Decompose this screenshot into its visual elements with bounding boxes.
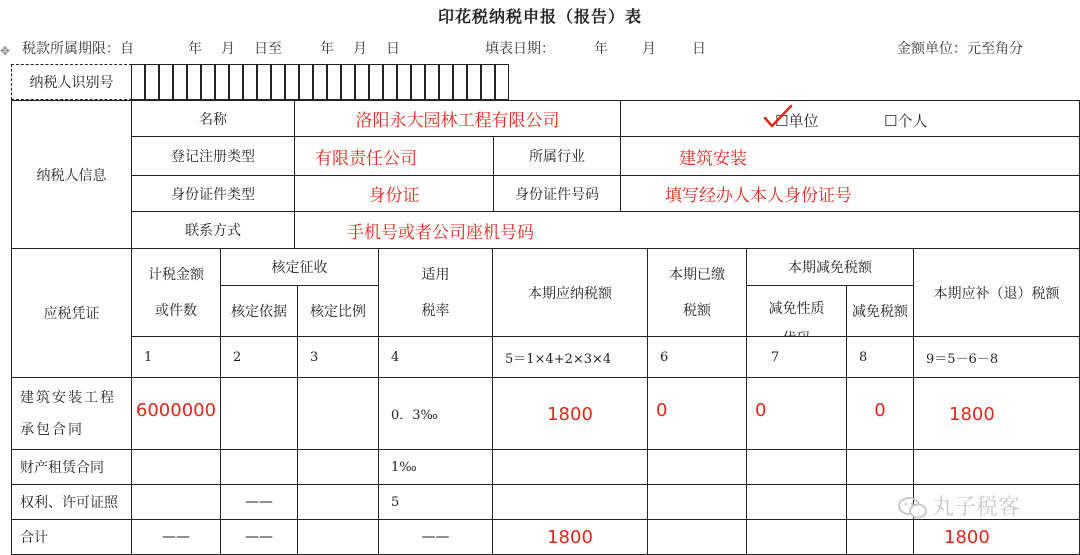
row-rate: 1‰ (378, 449, 493, 485)
taxpayer-id-digit-box[interactable] (215, 64, 229, 100)
id-type-label: 身份证件类型 (131, 175, 295, 212)
fill-date-label: 填表日期： (485, 41, 555, 57)
row-assessed-basis: —— (220, 484, 298, 520)
reg-type-value[interactable]: 有限责任公司 (294, 136, 494, 176)
taxpayer-info-section-label: 纳税人信息 (11, 100, 132, 249)
taxpayer-id-digit-box[interactable] (313, 64, 327, 100)
watermark-text: 丸子税客 (932, 495, 1021, 520)
fill-day: 日 (692, 41, 706, 57)
row-relief-code[interactable] (746, 484, 847, 520)
header-assessed: 核定征收 (220, 248, 379, 286)
table-move-handle-icon[interactable]: ✥ (0, 44, 11, 58)
period-to-day: 日 (386, 41, 400, 57)
taxpayer-id-digit-box[interactable] (131, 64, 145, 100)
taxpayer-id-digit-box[interactable] (159, 64, 173, 100)
row-refund[interactable] (913, 449, 1080, 485)
row-name-line2: 承包合同 (20, 421, 84, 438)
row-relief-amount[interactable] (846, 449, 914, 485)
taxpayer-id-digit-box[interactable] (229, 64, 243, 100)
header-paid-line1: 本期已缴 (669, 266, 725, 283)
row-refund-total[interactable]: 1800 (913, 519, 1080, 555)
period-to-month: 月 (353, 41, 367, 57)
header-relief-amount (846, 285, 914, 337)
header-relief-code (746, 285, 847, 337)
header-payable: 本期应纳税额 (492, 248, 648, 337)
row-tax-base[interactable] (131, 449, 221, 485)
col-number: 3 (297, 336, 379, 378)
header-paid (647, 248, 747, 337)
taxpayer-id-digit-box[interactable] (481, 64, 495, 100)
contact-label: 联系方式 (131, 211, 295, 249)
col-number: 6 (647, 336, 747, 378)
name-value[interactable]: 洛阳永大园林工程有限公司 (294, 100, 621, 137)
header-assessed-ratio: 核定比例 (297, 285, 379, 337)
taxpayer-id-digit-box[interactable] (271, 64, 285, 100)
id-no-label: 身份证件号码 (493, 175, 621, 212)
taxpayer-id-digit-box[interactable] (257, 64, 271, 100)
row-refund[interactable]: 1800 (913, 377, 1080, 450)
col-number: 5＝1×4+2×3×4 (492, 336, 648, 378)
taxpayer-id-digit-box[interactable] (145, 64, 159, 100)
industry-label: 所属行业 (493, 136, 621, 176)
taxpayer-id-digit-box[interactable] (173, 64, 187, 100)
table-row-total-label: 合计 (11, 519, 132, 555)
table-row-name: 权利、许可证照 (11, 484, 132, 520)
row-payable[interactable]: 1800 (492, 377, 648, 450)
col-number: 2 (220, 336, 298, 378)
row-relief-amount[interactable] (846, 519, 914, 555)
option-unit-checkbox[interactable]: ☐单位 (775, 112, 819, 130)
row-tax-base[interactable] (131, 484, 221, 520)
id-no-value[interactable]: 填写经办人本人身份证号 (620, 175, 1080, 212)
taxpayer-id-digit-box[interactable] (355, 64, 369, 100)
header-rate-line1: 适用 (421, 266, 450, 283)
header-tax-base-line2: 或件数 (155, 302, 197, 319)
col-number: 4 (378, 336, 493, 378)
fill-year: 年 (594, 41, 608, 57)
taxpayer-id-digit-box[interactable] (411, 64, 425, 100)
table-row-name (11, 377, 132, 450)
header-tax-base (131, 248, 221, 337)
option-personal-checkbox[interactable]: ☐个人 (884, 112, 928, 130)
row-tax-base: —— (131, 519, 221, 555)
period-to: 日至 (254, 41, 282, 57)
name-label: 名称 (131, 100, 295, 137)
row-rate: 0．3‰ (378, 377, 493, 450)
taxpayer-id-digit-box[interactable] (243, 64, 257, 100)
taxable-voucher-section-label: 应税凭证 (11, 248, 132, 378)
row-relief-code[interactable] (746, 519, 847, 555)
header-assessed-basis: 核定依据 (220, 285, 298, 337)
taxpayer-id-digit-box[interactable] (369, 64, 383, 100)
red-checkmark-icon (763, 104, 793, 130)
taxpayer-id-digit-box[interactable] (495, 64, 509, 100)
row-assessed-ratio[interactable] (297, 377, 379, 450)
taxpayer-id-digit-box[interactable] (397, 64, 411, 100)
taxpayer-id-digit-box[interactable] (299, 64, 313, 100)
taxpayer-id-digit-box[interactable] (341, 64, 355, 100)
taxpayer-id-digit-box[interactable] (453, 64, 467, 100)
id-type-value[interactable]: 身份证 (294, 175, 494, 212)
row-relief-amount[interactable]: 0 (846, 377, 914, 450)
header-refund: 本期应补（退）税额 (913, 248, 1080, 337)
header-rate-line2: 税率 (421, 302, 450, 319)
col-number: 1 (131, 336, 221, 378)
taxpayer-id-digit-box[interactable] (285, 64, 299, 100)
row-paid[interactable] (647, 484, 747, 520)
row-payable[interactable] (492, 449, 648, 485)
watermark (898, 490, 1020, 521)
row-assessed-ratio[interactable] (297, 484, 379, 520)
taxpayer-id-digit-box[interactable] (425, 64, 439, 100)
fill-month: 月 (642, 41, 656, 57)
row-assessed-basis[interactable] (220, 449, 298, 485)
reg-type-label: 登记注册类型 (131, 136, 295, 176)
industry-value[interactable]: 建筑安装 (620, 136, 1080, 176)
row-assessed-ratio[interactable] (297, 519, 379, 555)
header-relief: 本期减免税额 (746, 248, 914, 286)
form-title: 印花税纳税申报（报告）表 (437, 7, 642, 26)
header-relief-amount-line1: 减免 (852, 304, 880, 320)
unit-label: 金额单位：元至角分 (897, 41, 1023, 57)
period-from-year: 年 (188, 41, 202, 57)
wechat-icon (898, 497, 928, 519)
row-name-line1: 建筑安装工程 (20, 389, 116, 406)
taxpayer-id-digit-box[interactable] (187, 64, 201, 100)
row-relief-code[interactable] (746, 449, 847, 485)
header-relief-code-line1: 减免性质 (768, 301, 825, 317)
col-number: 9＝5－6－8 (913, 336, 1080, 378)
contact-value[interactable]: 手机号或者公司座机号码 (294, 211, 1080, 249)
period-label: 税款所属期限：自 (22, 41, 134, 57)
taxpayer-id-digit-box[interactable] (383, 64, 397, 100)
row-payable-total[interactable]: 1800 (492, 519, 648, 555)
header-tax-base-line1: 计税金额 (148, 266, 204, 283)
row-assessed-basis[interactable] (220, 377, 298, 450)
taxpayer-id-label: 纳税人识别号 (11, 64, 132, 100)
row-paid[interactable]: 0 (647, 377, 747, 450)
row-rate: —— (378, 519, 493, 555)
table-row-name: 财产租赁合同 (11, 449, 132, 485)
row-rate: 5 (378, 484, 493, 520)
header-relief-amount-line2: 税额 (880, 304, 908, 320)
taxpayer-id-digit-box[interactable] (467, 64, 481, 100)
row-payable[interactable] (492, 484, 648, 520)
header-rate (378, 248, 493, 337)
row-assessed-basis: —— (220, 519, 298, 555)
row-paid[interactable] (647, 519, 747, 555)
row-assessed-ratio[interactable] (297, 449, 379, 485)
row-tax-base[interactable]: 6000000 (131, 377, 221, 450)
taxpayer-id-digit-box[interactable] (201, 64, 215, 100)
col-number: 7 (746, 336, 847, 378)
header-paid-line2: 税额 (683, 302, 711, 319)
row-relief-code[interactable]: 0 (746, 377, 847, 450)
taxpayer-id-digit-box[interactable] (439, 64, 453, 100)
taxpayer-id-digit-box[interactable] (327, 64, 341, 100)
row-paid[interactable] (647, 449, 747, 485)
col-number: 8 (846, 336, 914, 378)
taxpayer-type-options (620, 100, 1080, 137)
period-to-year: 年 (320, 41, 334, 57)
period-from-month: 月 (221, 41, 235, 57)
